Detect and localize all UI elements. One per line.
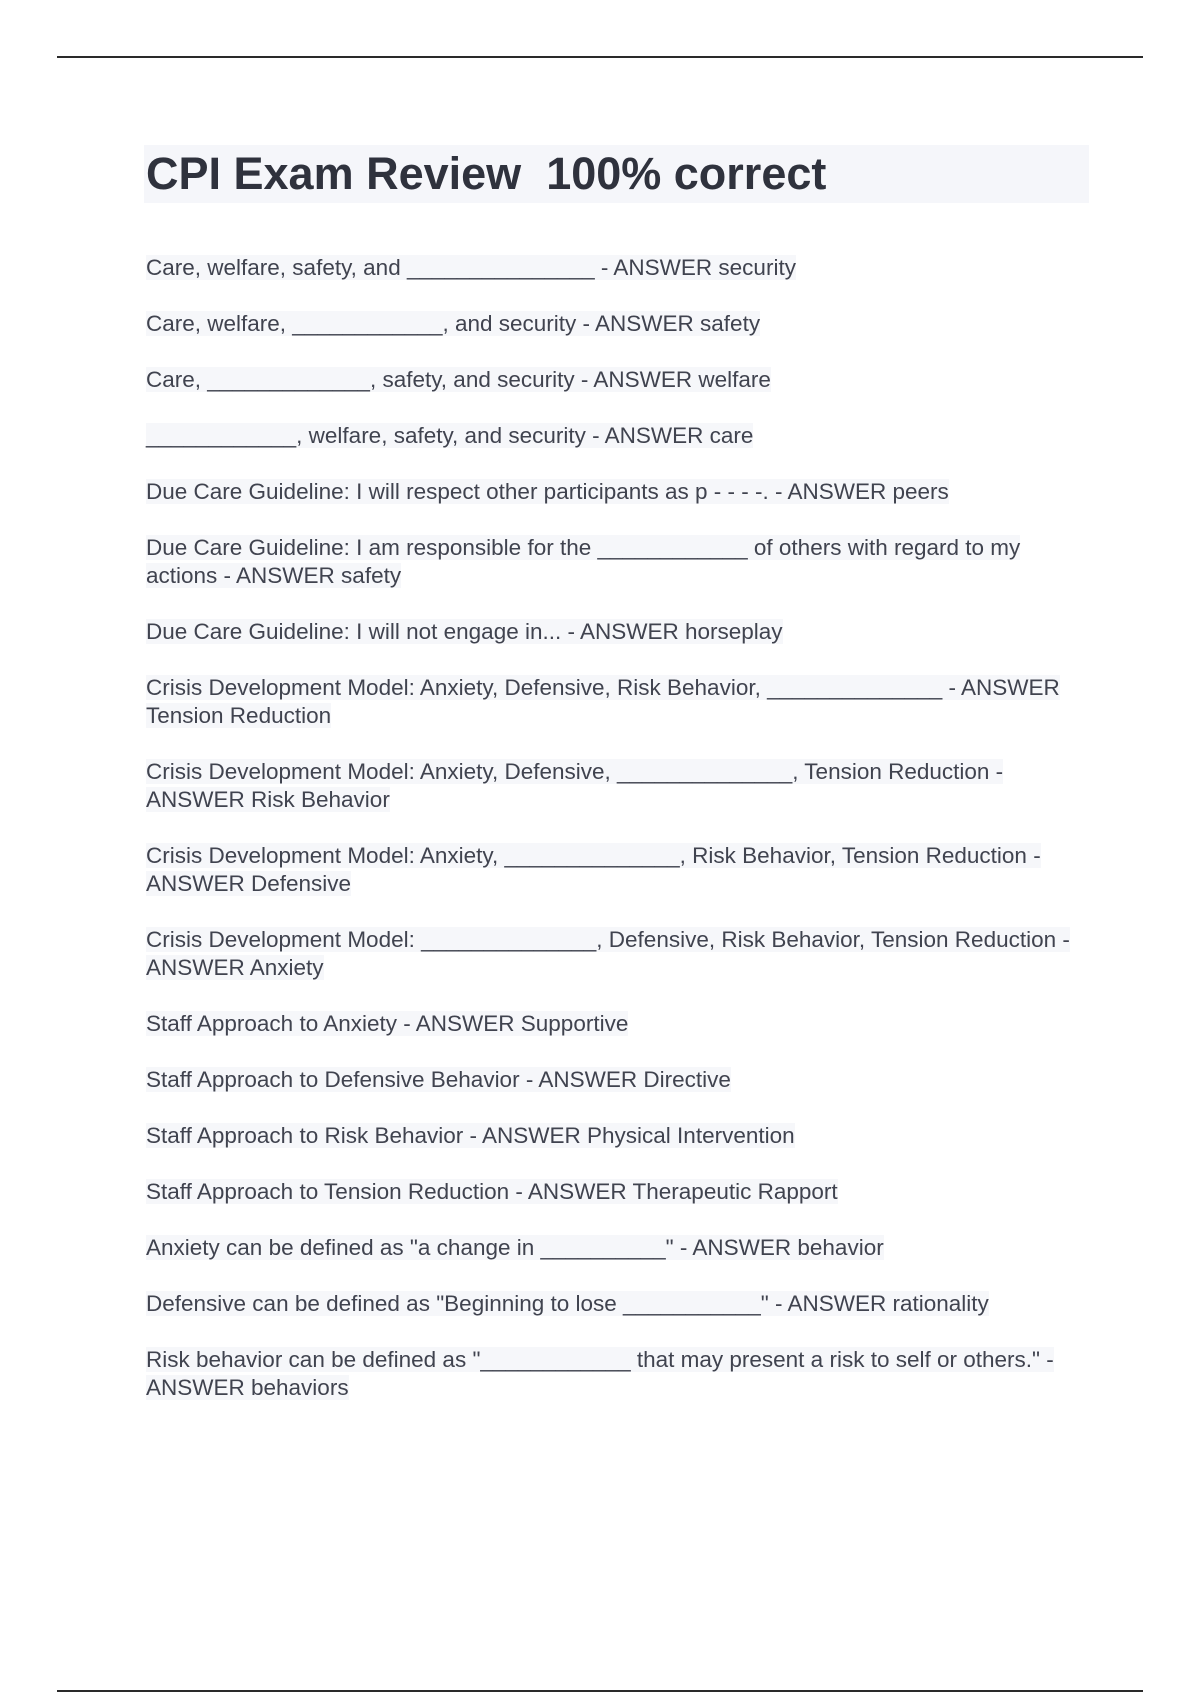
header-rule: [57, 56, 1143, 58]
qa-item: Due Care Guideline: I will not engage in... - ANSWER horseplay: [146, 619, 783, 644]
qa-item: Staff Approach to Risk Behavior - ANSWER Physical Intervention: [146, 1123, 795, 1148]
qa-item: Crisis Development Model: Anxiety, Defensive, Risk Behavior, ______________ - ANSWER Tension Reduction: [146, 675, 1060, 728]
qa-list: [146, 254, 1092, 1430]
qa-item: Due Care Guideline: I will respect other participants as p - - - -. - ANSWER peers: [146, 479, 949, 504]
qa-item: Staff Approach to Tension Reduction - ANSWER Therapeutic Rapport: [146, 1179, 838, 1204]
qa-item: Defensive can be defined as "Beginning to lose ___________" - ANSWER rationality: [146, 1291, 989, 1316]
qa-item: Staff Approach to Defensive Behavior - ANSWER Directive: [146, 1067, 731, 1092]
footer-rule: [57, 1690, 1143, 1692]
document-title: CPI Exam Review 100% correct: [146, 148, 827, 199]
qa-item: Anxiety can be defined as "a change in __________" - ANSWER behavior: [146, 1235, 884, 1260]
qa-item: Crisis Development Model: Anxiety, Defensive, ______________, Tension Reduction - ANSWER Risk Behavior: [146, 759, 1004, 812]
qa-item: Crisis Development Model: Anxiety, ______________, Risk Behavior, Tension Reduction - ANSWER Defensive: [146, 843, 1041, 896]
qa-item: Care, _____________, safety, and security - ANSWER welfare: [146, 367, 771, 392]
qa-item: Due Care Guideline: I am responsible for the ____________ of others with regard to my actions - ANSWER safety: [146, 535, 1021, 588]
qa-item: Risk behavior can be defined as "____________ that may present a risk to self or others." - ANSWER behaviors: [146, 1347, 1054, 1400]
title-block: [144, 145, 1089, 203]
qa-item: ____________, welfare, safety, and security - ANSWER care: [146, 423, 754, 448]
qa-item: Crisis Development Model: ______________, Defensive, Risk Behavior, Tension Reduction - ANSWER Anxiety: [146, 927, 1070, 980]
qa-item: Staff Approach to Anxiety - ANSWER Supportive: [146, 1011, 629, 1036]
qa-item: Care, welfare, ____________, and security - ANSWER safety: [146, 311, 761, 336]
qa-item: Care, welfare, safety, and _______________ - ANSWER security: [146, 255, 796, 280]
